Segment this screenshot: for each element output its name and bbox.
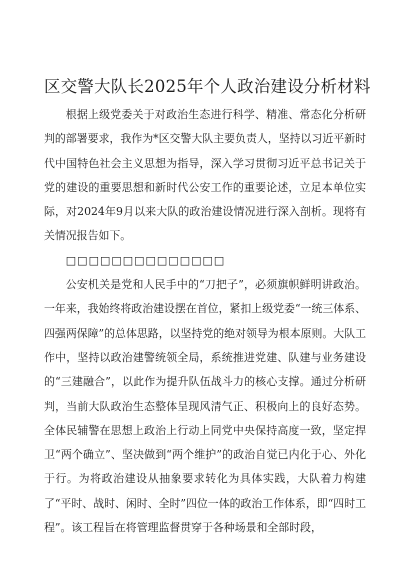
body-paragraph: 公安机关是党和人民手中的“刀把子”，必须旗帜鲜明讲政治。一年来，我始终将政治建设摆在首位，紧扣上级党委“一统三体系、四强两保障”的总体思路，以坚持党的绝对领导为根本原则。大队工作中，坚持以政治建警统领全局，系统推进党建、队建与业务建设的“三建融合”，以此作为提升队伍战斗力的核心支撑。通过分析研判，当前大队政治生态整体呈现风清气正、积极向上的良好态势。全体民辅警在思想上政治上行动上同党中央保持高度一致，坚定捍卫“两个确立”、坚决做到“两个维护”的政治自觉已内化于心、外化于行。为将政治建设从抽象要求转化为具体实践，大队着力构建了“平时、战时、闲时、全时”四位一体的政治工作体系，即“四时工程”。该工程旨在将管理监督贯穿于各种场景和全部时段， [44,278,366,535]
intro-paragraph: 根据上级党委关于对政治生态进行科学、精准、常态化分析研判的部署要求，我作为*区交警大队主要负责人，坚持以习近平新时代中国特色社会主义思想为指导，深入学习贯彻习近平总书记关于党的建设的重要思想和新时代公安工作的重要论述，立足本单位实际，对2024年9月以来大队的政治建设情况进行深入剖析。现将有关情况报告如下。 [44,108,366,243]
section-heading: □□□□□□□□□□□□□□ [65,253,226,267]
document-title: 区交警大队长2025年个人政治建设分析材料 [44,77,371,96]
document-body [44,103,366,540]
